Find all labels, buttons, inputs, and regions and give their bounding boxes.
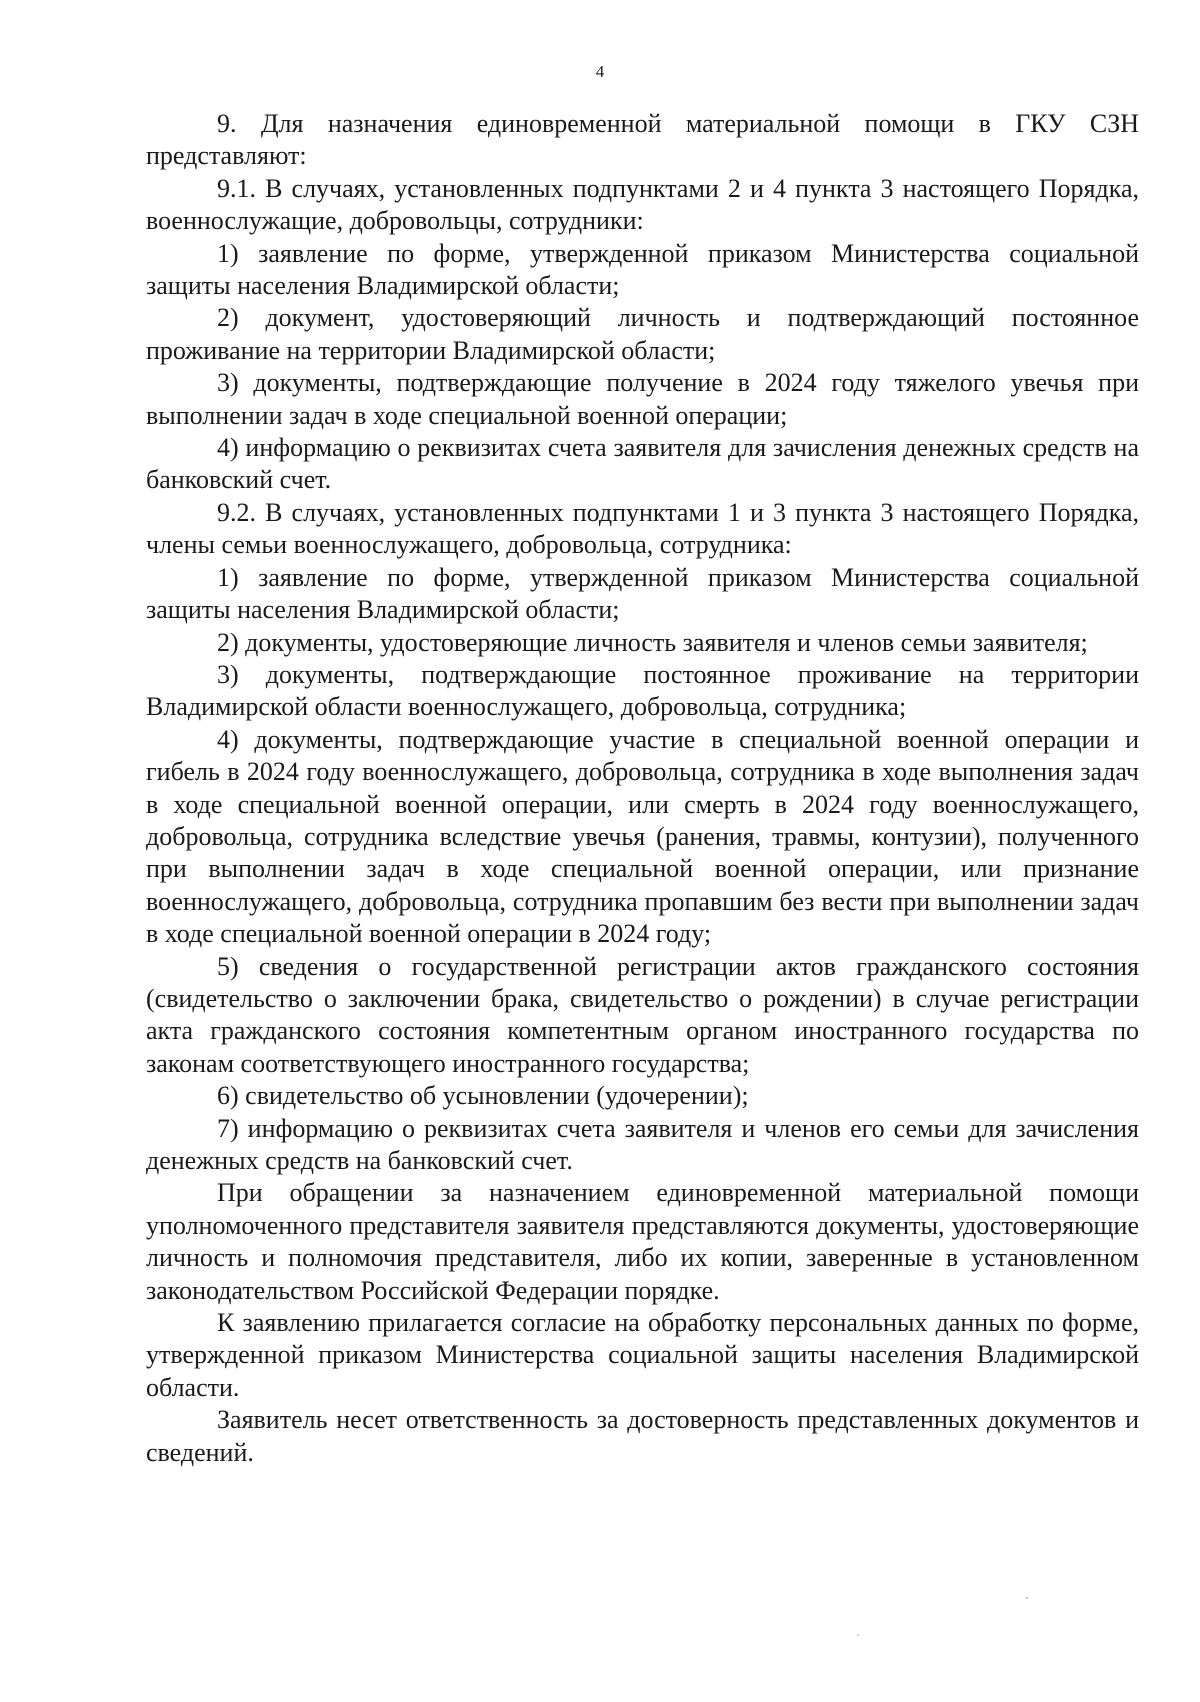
- document-body: [146, 108, 1139, 1469]
- list-item-9-2-1: 1) заявление по форме, утвержденной приказом Министерства социальной защиты населения Владимирской области;: [146, 562, 1139, 625]
- page-number: 4: [595, 62, 605, 81]
- list-item-9-2-4: 4) документы, подтверждающие участие в специальной военной операции и гибель в 2024 году военнослужащего, добровольца, сотрудника в ходе выполнения задач в ходе специальной военной операции, или смерть в 2024 году военнослужащего, добровольца, сотрудника вследствие увечья (ранения, травмы, контузии), полученного при выполнении задач в ходе специальной военной операции, или признание военнослужащего, добровольца, сотрудника пропавшим без вести при выполнении задач в ходе специальной военной операции в 2024 году;: [146, 724, 1139, 949]
- scan-speck: [1026, 1597, 1028, 1599]
- list-item-9-2-3: 3) документы, подтверждающие постоянное проживание на территории Владимирской области военнослужащего, добровольца, сотрудника;: [146, 659, 1139, 722]
- list-item-9-1-3: 3) документы, подтверждающие получение в 2024 году тяжелого увечья при выполнении задач в ходе специальной военной операции;: [146, 368, 1139, 430]
- paragraph-consent: К заявлению прилагается согласие на обработку персональных данных по форме, утвержденной приказом Министерства социальной защиты населения Владимирской области.: [146, 1308, 1139, 1402]
- paragraph-9-2-heading: 9.2. В случаях, установленных подпунктами 1 и 3 пункта 3 настоящего Порядка, члены семьи военнослужащего, добровольца, сотрудника:: [146, 497, 1139, 560]
- list-item-9-1-4: 4) информацию о реквизитах счета заявителя для зачисления денежных средств на банковский счет.: [146, 433, 1139, 495]
- paragraph-9-1-heading: 9.1. В случаях, установленных подпунктами 2 и 4 пункта 3 настоящего Порядка, военнослужащие, добровольцы, сотрудники:: [146, 173, 1139, 236]
- list-item-9-2-2: 2) документы, удостоверяющие личность заявителя и членов семьи заявителя;: [217, 627, 1088, 657]
- list-item-9-1-1: 1) заявление по форме, утвержденной приказом Министерства социальной защиты населения Владимирской области;: [146, 238, 1139, 301]
- paragraph-responsibility: Заявитель несет ответственность за достоверность представленных документов и сведений.: [146, 1405, 1139, 1467]
- list-item-9-2-5: 5) сведения о государственной регистрации актов гражданского состояния (свидетельство о заключении брака, свидетельство о рождении) в случае регистрации акта гражданского состояния компетентным органом иностранного государства по законам соответствующего иностранного государства;: [146, 951, 1139, 1078]
- list-item-9-2-6: 6) свидетельство об усыновлении (удочерении);: [217, 1081, 749, 1111]
- paragraph-9-heading: 9. Для назначения единовременной материальной помощи в ГКУ СЗН представляют:: [146, 109, 1139, 171]
- scan-speck: [857, 1634, 859, 1636]
- list-item-9-1-2: 2) документ, удостоверяющий личность и подтверждающий постоянное проживание на территории Владимирской области;: [146, 303, 1139, 365]
- list-item-9-2-7: 7) информацию о реквизитах счета заявителя и членов его семьи для зачисления денежных средств на банковский счет.: [146, 1113, 1139, 1175]
- paragraph-representative: При обращении за назначением единовременной материальной помощи уполномоченного представителя заявителя представляются документы, удостоверяющие личность и полномочия представителя, либо их копии, заверенные в установленном законодательством Российской Федерации порядке.: [146, 1178, 1139, 1305]
